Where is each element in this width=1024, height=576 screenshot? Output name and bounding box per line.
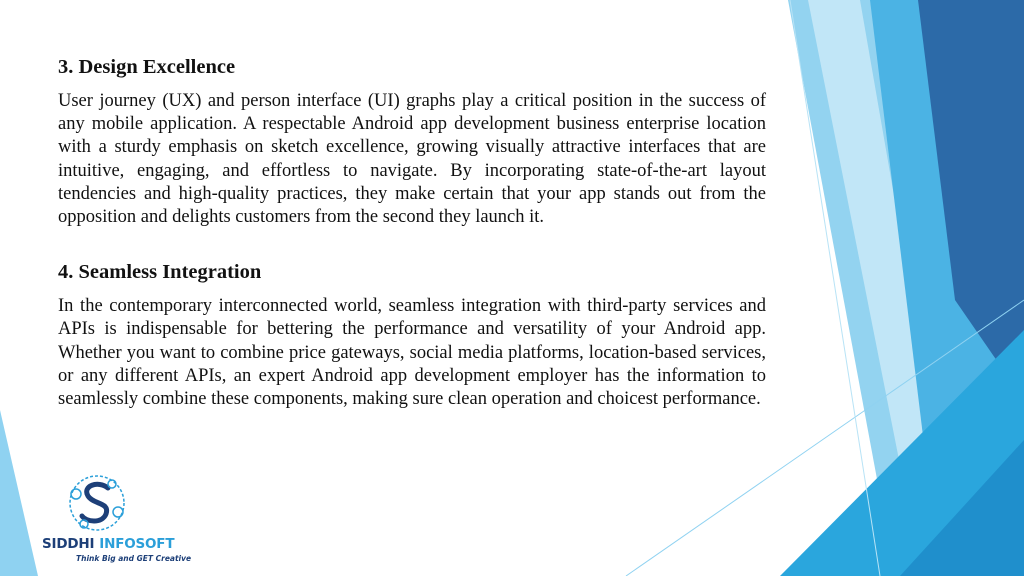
section-seamless-integration <box>58 259 766 411</box>
left-edge-wedge <box>0 410 38 576</box>
main-content <box>58 54 766 411</box>
section-heading: 4. Seamless Integration <box>58 261 262 284</box>
section-design-excellence <box>58 54 766 229</box>
logo-word-infosoft: INFOSOFT <box>99 536 175 552</box>
section-body: In the contemporary interconnected world, seamless integration with third-party services and APIs is indispensable for bettering the performance and versatility of your Android app. Whether you want to combine price gateways, social media platforms, location-based services, or any different APIs, an expert Android app development employer has the information to seamlessly combine these components, making sure clean operation and choicest performance. <box>58 296 766 410</box>
logo-wordmark <box>42 536 175 552</box>
company-logo <box>40 474 192 570</box>
ornate-s-icon <box>64 474 130 532</box>
section-body: User journey (UX) and person interface (UI) graphs play a critical position in the success of any mobile application. A respectable Android app development business enterprise location with a sturdy emphasis on sketch excellence, growing visually attractive interfaces that are intuitive, engaging, and effortless to navigate. By incorporating state-of-the-art layout tendencies and high-quality practices, they make certain that your app stands out from the opposition and delights customers from the second they launch it. <box>58 91 766 228</box>
section-heading: 3. Design Excellence <box>58 56 236 78</box>
logo-tagline: Think Big and GET Creative <box>76 554 192 563</box>
logo-word-siddhi: SIDDHI <box>42 536 95 552</box>
